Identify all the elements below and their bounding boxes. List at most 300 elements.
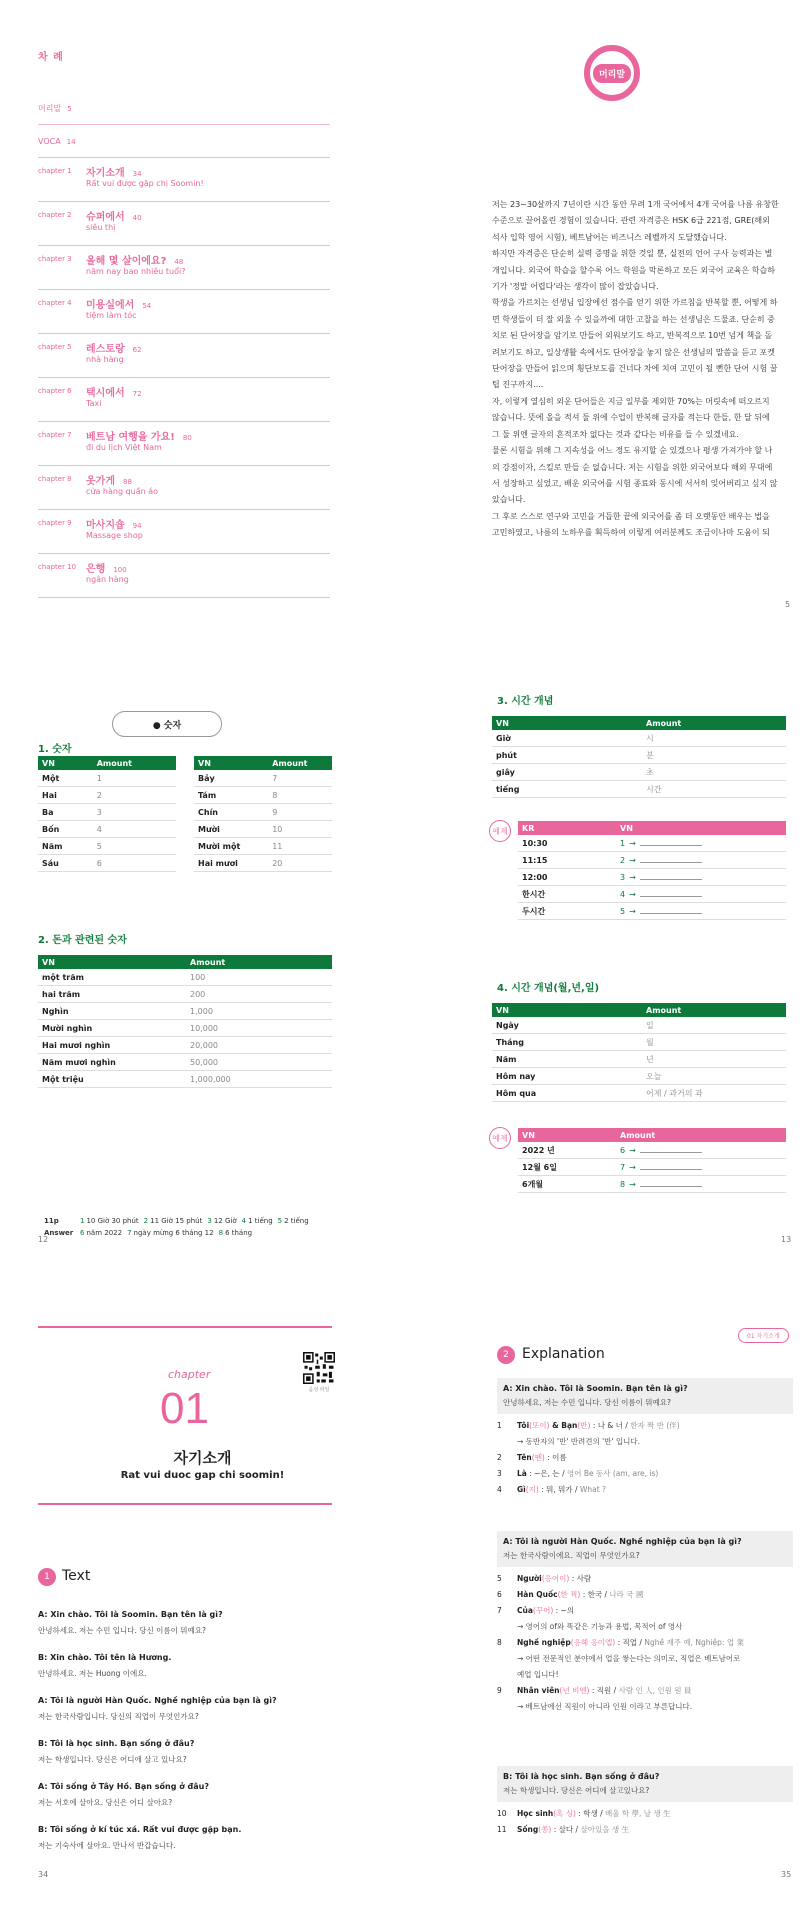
arrow-icon: → (629, 890, 636, 899)
dialog-item (38, 1782, 358, 1808)
table-row (38, 821, 176, 838)
toc-chapter-title-text: 옷가게 (86, 476, 115, 487)
answer-number: 5 (277, 1217, 283, 1225)
preface-badge (584, 45, 640, 101)
cell-answer (616, 869, 786, 886)
explanation-item (497, 1450, 797, 1466)
table-row (492, 1017, 786, 1034)
example-row (518, 886, 786, 903)
table-row (194, 821, 332, 838)
toc-chapter-page: 62 (132, 346, 142, 354)
toc-chapter-title (86, 296, 151, 311)
toc-chapter-title-text: 자기소개 (86, 168, 125, 179)
toc-chapter-number: chapter 4 (38, 299, 72, 307)
example-row (518, 903, 786, 920)
explanation-body (517, 1635, 744, 1651)
arrow-icon: → (629, 873, 636, 882)
dialog-korean: 저는 기숙사에 살아요. 만나서 반갑습니다. (38, 1841, 176, 1850)
question-kr: 저는 학생입니다. 당신은 어디에 살고있나요? (503, 1786, 650, 1795)
example-row (518, 1142, 786, 1159)
dialog-vietnamese: A: Tôi sống ở Tây Hồ. Bạn sống ở đâu? (38, 1782, 209, 1791)
answer-line (44, 1215, 314, 1227)
explanation-number: 11 (497, 1825, 507, 1834)
cell-term: 한시간 (518, 886, 616, 903)
cell-value: 초 (642, 764, 786, 781)
cell-term: 6개월 (518, 1176, 616, 1193)
toc-chapter-item[interactable] (38, 510, 330, 554)
answer-blank[interactable] (640, 906, 702, 914)
cell-term: phút (492, 747, 642, 764)
pronunciation: (반) (577, 1421, 591, 1430)
explanation-number: 2 (497, 1453, 502, 1462)
example-number: 1 (620, 839, 626, 848)
hanja-note: 한자 짝 반 (伴) (630, 1421, 680, 1430)
cell-term: Hai mươi (194, 855, 268, 872)
cell-term: 2022 년 (518, 1142, 616, 1159)
toc-chapter-number: chapter 2 (38, 211, 72, 219)
section-time-heading: 3. 시간 개념 (497, 696, 554, 707)
dialog-korean: 저는 한국사람입니다. 당신의 직업이 무엇인가요? (38, 1712, 199, 1721)
hanja-note: Nghề 재주 예, Nghiệp: 업 業 (644, 1638, 744, 1647)
table-row (492, 781, 786, 798)
explanation-body (517, 1482, 606, 1498)
arrow-icon: → (629, 907, 636, 916)
table-row (492, 1034, 786, 1051)
dialog-korean: 저는 학생입니다. 당신은 어디에 살고 있나요? (38, 1755, 187, 1764)
answer-blank[interactable] (640, 1162, 702, 1170)
vn-word: Sống (517, 1825, 539, 1834)
meaning: : 사람 (569, 1574, 592, 1583)
question-kr: 저는 한국사람이에요. 직업이 무엇인가요? (503, 1551, 640, 1560)
section-number-badge: 1 (38, 1568, 56, 1586)
explanation-number: 7 (497, 1606, 502, 1615)
arrow-icon: → (629, 856, 636, 865)
page-number: 5 (785, 600, 791, 609)
toc-chapter-page: 54 (142, 302, 152, 310)
answer-blank[interactable] (640, 889, 702, 897)
dialog-korean: 안녕하세요. 저는 Huong 이에요. (38, 1669, 147, 1678)
table-row (492, 1068, 786, 1085)
explanation-number: 9 (497, 1686, 502, 1695)
explanation-note: → 영어의 of와 똑같은 기능과 용법, 목적어 of 영사 (517, 1622, 683, 1631)
toc-item[interactable] (38, 125, 330, 158)
toc-chapter-number: chapter 9 (38, 519, 72, 527)
hanja-note: 배울 학 學, 날 생 生 (605, 1809, 671, 1818)
toc-chapter-subtitle: tiệm làm tóc (86, 311, 137, 320)
col-vn: VN (38, 756, 93, 770)
numbers-table-left (38, 756, 176, 872)
table-row (194, 787, 332, 804)
toc-chapter-title-text: 올해 몇 살이에요? (86, 256, 167, 267)
answer-text: ngày mừng 6 tháng 12 (133, 1229, 214, 1237)
question-box (497, 1378, 793, 1414)
answer-number: 7 (127, 1229, 132, 1237)
toc-chapter-subtitle: ngân hàng (86, 575, 129, 584)
explanation-note: → 어떤 전문적인 분야에서 업을 쌓는다는 의미로, 직업은 베트남어로 (517, 1654, 741, 1663)
question-kr: 안녕하세요, 저는 수민 입니다. 당신 이름이 뭐예요? (503, 1398, 671, 1407)
col-amount: Amount (186, 955, 332, 969)
toc-list (38, 92, 330, 598)
example-row (518, 1159, 786, 1176)
toc-chapter-title-text: 슈퍼에서 (86, 212, 125, 223)
toc-chapter-item[interactable] (38, 422, 330, 466)
answer-text: 11 Giờ 15 phút (150, 1217, 203, 1225)
explanation-item (497, 1571, 797, 1587)
hanja-note: 나라 국 國 (609, 1590, 644, 1599)
preface-paragraph: 물론 시험을 위해 그 지속성을 어느 정도 유지할 순 있겠으나 평생 가져가야 할 나의 강점이자, 스킬로 만들 순 없습니다. 저는 시험을 위한 외국어보다 해외 무대에서 성장하고 싶었고, 배운 외국어를 시험 종료와 동시에 서서히 잊어버리고 싶지 않았습니다. (492, 446, 778, 505)
cell-value: 시 (642, 730, 786, 747)
example-row (518, 835, 786, 852)
section-money-heading: 2. 돈과 관련된 숫자 (38, 935, 127, 946)
cell-term: Tám (194, 787, 268, 804)
cell-term: Hai (38, 787, 93, 804)
toc-chapter-number: chapter 8 (38, 475, 72, 483)
cell-value: 월 (642, 1034, 786, 1051)
dialog-item (38, 1696, 358, 1722)
toc-chapter-item[interactable] (38, 158, 330, 202)
toc-chapter-subtitle: Massage shop (86, 531, 143, 540)
table-row (38, 787, 176, 804)
cell-term: Bốn (38, 821, 93, 838)
cell-value: 50,000 (186, 1054, 332, 1071)
vn-word: Gì (517, 1485, 526, 1494)
answer-text: 12 Giờ (213, 1217, 237, 1225)
preface-paragraph: 자, 이렇게 열심히 외운 단어들은 지금 일부를 제외한 70%는 머릿속에 떠오르지 않습니다. 뜻에 올을 적셔 둘 위에 수업이 반복해 글자를 적는다 한들, 한 달 뒤에 그 둘 위엔 글자의 흔적조차 없다는 것과 같다는 비유를 들 수 있겠네요. (492, 396, 770, 439)
meaning: : 살다 / (551, 1825, 581, 1834)
col-vn: VN (194, 756, 268, 770)
toc-chapter-subtitle: siêu thị (86, 223, 116, 232)
question-box (497, 1531, 793, 1567)
meaning: : ~의 (553, 1606, 575, 1615)
cell-term: Năm (492, 1051, 642, 1068)
explanation-body (517, 1806, 671, 1822)
toc-chapter-item[interactable] (38, 334, 330, 378)
cell-term: 12:00 (518, 869, 616, 886)
section-title: Explanation (522, 1346, 605, 1362)
dialog-item (38, 1825, 358, 1851)
vn-word: Là (517, 1469, 527, 1478)
table-row (492, 1085, 786, 1102)
explanation-note: 예업 입니다! (517, 1670, 559, 1679)
hanja-note: 살아있을 생 生 (580, 1825, 629, 1834)
cell-term: Năm mươi nghìn (38, 1054, 186, 1071)
table-row (38, 1037, 332, 1054)
pronunciation: (또이) (529, 1421, 550, 1430)
explanation-item (497, 1635, 797, 1651)
cell-value: 1 (93, 770, 176, 787)
toc-chapter-page: 80 (182, 434, 192, 442)
chapter-tag: 01 자기소개 (738, 1328, 789, 1343)
dialog-vietnamese: B: Tôi sống ở kí túc xá. Rất vui được gặp bạn. (38, 1825, 242, 1834)
cell-value: 오늘 (642, 1068, 786, 1085)
example-badge: 예제 (489, 1127, 511, 1149)
cell-term: Một (38, 770, 93, 787)
toc-item[interactable] (38, 92, 330, 125)
toc-chapter-subtitle: cửa hàng quần áo (86, 487, 159, 496)
meaning: : 한국 / (580, 1590, 610, 1599)
meaning: : 직원 / (589, 1686, 619, 1695)
explanation-item (497, 1806, 797, 1822)
col-amount: Amount (642, 716, 786, 730)
cell-term: Ngày (492, 1017, 642, 1034)
col-vn: VN (492, 1003, 642, 1017)
toc-chapter-number: chapter 10 (38, 563, 77, 571)
toc-chapter-title-text: 베트남 여행을 가요! (86, 432, 175, 443)
toc-chapter-page: 88 (122, 478, 132, 486)
answer-text: 2 tiếng (284, 1217, 309, 1225)
col-amount: Amount (268, 756, 332, 770)
col-vn: VN (492, 716, 642, 730)
explanation-note: → 동반자의 '반' 반려견의 '반' 입니다. (517, 1437, 641, 1446)
qr-code-icon[interactable] (303, 1352, 335, 1384)
toc-item-page: 5 (67, 105, 72, 113)
dialog-korean: 저는 서호에 살아요. 당신은 어디 살아요? (38, 1798, 173, 1807)
dialog-vietnamese: B: Tôi là học sinh. Bạn sống ở đâu? (38, 1739, 195, 1748)
cell-answer (616, 1159, 786, 1176)
example-number: 2 (620, 856, 626, 865)
dialog-vietnamese: A: Xin chào. Tôi là Soomin. Bạn tên là gì? (38, 1610, 223, 1619)
cell-term: Giờ (492, 730, 642, 747)
toc-chapter-page: 40 (132, 214, 142, 222)
time-table (492, 716, 786, 798)
divider (38, 1503, 332, 1505)
cell-value: 10 (268, 821, 332, 838)
meaning: : 직업 / (615, 1638, 645, 1647)
arrow-icon: → (629, 1163, 636, 1172)
answer-blank[interactable] (640, 838, 702, 846)
answer-number: 2 (143, 1217, 149, 1225)
col-kr: KR (518, 821, 616, 835)
table-row (38, 986, 332, 1003)
toc-chapter-title (86, 472, 132, 487)
toc-chapter-item[interactable] (38, 246, 330, 290)
table-row (194, 838, 332, 855)
cell-value: 100 (186, 969, 332, 986)
question-vn: B: Tôi là học sinh. Bạn sống ở đâu? (503, 1772, 660, 1781)
cell-answer (616, 835, 786, 852)
cell-term: Hai mươi nghìn (38, 1037, 186, 1054)
section-numbers-heading: 1. 숫자 (38, 744, 72, 755)
money-table (38, 955, 332, 1088)
cell-term: Hôm qua (492, 1085, 642, 1102)
example-number: 7 (620, 1163, 626, 1172)
table-row (38, 770, 176, 787)
toc-chapter-title-text: 은행 (86, 564, 106, 575)
toc-chapter-title (86, 560, 127, 575)
cell-value: 1,000,000 (186, 1071, 332, 1088)
explanation-item (497, 1466, 797, 1482)
cell-value: 분 (642, 747, 786, 764)
table-row (38, 855, 176, 872)
cell-value: 1,000 (186, 1003, 332, 1020)
divider (38, 1326, 332, 1328)
toc-item-label: 머리말 (38, 104, 62, 113)
explanation-number: 4 (497, 1485, 502, 1494)
cell-term: Tháng (492, 1034, 642, 1051)
table-row (194, 855, 332, 872)
vn-word: Nhân viên (517, 1686, 560, 1695)
explanation-list (497, 1571, 797, 1715)
toc-chapter-item[interactable] (38, 554, 330, 598)
example-row (518, 1176, 786, 1193)
question-box (497, 1766, 793, 1802)
explanation-item (497, 1603, 797, 1619)
pronunciation: (쏭) (538, 1825, 552, 1834)
hanja-note: 사람 인 人, 인원 원 員 (618, 1686, 692, 1695)
explanation-body (517, 1587, 643, 1603)
cell-value: 일 (642, 1017, 786, 1034)
cell-answer (616, 903, 786, 920)
example-table-2 (518, 1128, 786, 1193)
cell-term: Nghìn (38, 1003, 186, 1020)
table-row (38, 804, 176, 821)
cell-value: 11 (268, 838, 332, 855)
meaning: : 이름 (544, 1453, 567, 1462)
answer-blank[interactable] (640, 1179, 702, 1187)
cell-value: 5 (93, 838, 176, 855)
table-row (38, 838, 176, 855)
toc-chapter-subtitle: Rất vui được gặp chị Soomin! (86, 179, 204, 188)
answer-blank[interactable] (640, 1145, 702, 1153)
explanation-note: → 베트남에선 직원이 아니라 인원 이라고 부른답니다. (517, 1702, 693, 1711)
answer-number: 1 (80, 1217, 85, 1225)
explanation-number: 8 (497, 1638, 502, 1647)
pronunciation: (한 꿕) (557, 1590, 581, 1599)
vn-word: Hàn Quốc (517, 1590, 558, 1599)
toc-chapter-title (86, 340, 142, 355)
toc-chapter-item[interactable] (38, 202, 330, 246)
toc-chapter-page: 72 (132, 390, 142, 398)
cell-term: Bảy (194, 770, 268, 787)
example-number: 8 (620, 1180, 626, 1189)
toc-chapter-number: chapter 3 (38, 255, 72, 263)
cell-value: 년 (642, 1051, 786, 1068)
section-number-badge: 2 (497, 1346, 515, 1364)
preface-paragraph: 하지만 자격증은 단순히 실력 증명을 위한 것일 뿐, 실전의 언어 구사 능력과는 별개입니다. 외국어 학습을 할수록 어느 학원을 막론하고 모든 외국어 교육은 학습하기가 '정말 어렵다'라는 생각이 많이 잡았습니다. (492, 249, 775, 292)
toc-chapter-page: 94 (132, 522, 142, 530)
vn-word: Người (517, 1574, 542, 1583)
cell-value: 200 (186, 986, 332, 1003)
cell-term: Mười một (194, 838, 268, 855)
page-number: 35 (781, 1870, 792, 1879)
example-number: 6 (620, 1146, 626, 1155)
cell-value: 시간 (642, 781, 786, 798)
pronunciation: (혹 싱) (553, 1809, 576, 1818)
dialog-vietnamese: A: Tôi là người Hàn Quốc. Nghề nghiệp của bạn là gì? (38, 1696, 277, 1705)
toc-chapter-page: 48 (174, 258, 184, 266)
dialog-item (38, 1653, 358, 1679)
question-vn: A: Xin chào. Tôi là Soomin. Bạn tên là gì? (503, 1384, 688, 1393)
cell-term: 10:30 (518, 835, 616, 852)
table-row (492, 730, 786, 747)
example-badge: 예제 (489, 820, 511, 842)
pronunciation: (지) (525, 1485, 539, 1494)
table-row (38, 1003, 332, 1020)
dialog-vietnamese: B: Xin chào. Tôi tên là Hương. (38, 1653, 172, 1662)
explanation-number: 10 (497, 1809, 507, 1818)
question-vn: A: Tôi là người Hàn Quốc. Nghề nghiệp của bạn là gì? (503, 1537, 742, 1546)
cell-answer (616, 1176, 786, 1193)
vn-word: Nghề nghiệp (517, 1638, 571, 1647)
table-row (492, 747, 786, 764)
cell-term: tiếng (492, 781, 642, 798)
answer-blank[interactable] (640, 872, 702, 880)
toc-item-page: 14 (66, 138, 76, 146)
vn-word: Học sinh (517, 1809, 554, 1818)
toc-chapter-item[interactable] (38, 466, 330, 510)
col-amount: Amount (93, 756, 176, 770)
toc-chapter-number: chapter 5 (38, 343, 72, 351)
section-date-heading: 4. 시간 개념(월,년,일) (497, 983, 600, 994)
answer-blank[interactable] (640, 855, 702, 863)
cell-term: Mười nghìn (38, 1020, 186, 1037)
col-amount: Amount (616, 1128, 786, 1142)
meaning: : 학생 / (575, 1809, 606, 1818)
example-number: 5 (620, 907, 626, 916)
cell-value: 3 (93, 804, 176, 821)
explanation-item (497, 1822, 797, 1838)
answer-text: 10 Giờ 30 phút (86, 1217, 139, 1225)
explanation-body (517, 1603, 574, 1619)
toc-chapter-subtitle: nhà hàng (86, 355, 124, 364)
toc-chapter-item[interactable] (38, 290, 330, 334)
preface-text (492, 197, 779, 542)
toc-chapter-item[interactable] (38, 378, 330, 422)
cell-term: 두시간 (518, 903, 616, 920)
preface-paragraph: 그 후로 스스로 연구와 고민을 거듭한 끝에 외국어를 좀 더 오랫동안 배우는 법을 고민하였고, 나름의 노하우를 획득하여 이렇게 여러분께도 조금이나마 도움이 되 (492, 511, 770, 538)
table-row (194, 804, 332, 821)
qr-caption: 음성 파일 (308, 1387, 330, 1393)
vn-word: Tôi (517, 1421, 530, 1430)
dialog-item (38, 1610, 358, 1636)
cell-term: Mười (194, 821, 268, 838)
arrow-icon: → (629, 1180, 636, 1189)
answer-line (44, 1227, 314, 1239)
table-row (38, 969, 332, 986)
answer-number: 3 (207, 1217, 212, 1225)
dialog-block (38, 1610, 358, 1868)
explanation-body (517, 1450, 567, 1466)
explanation-number: 5 (497, 1574, 502, 1583)
cell-answer (616, 886, 786, 903)
cell-term: một trăm (38, 969, 186, 986)
toc-chapter-number: chapter 7 (38, 431, 72, 439)
col-amount: Amount (642, 1003, 786, 1017)
table-row (194, 770, 332, 787)
col-vn: VN (518, 1128, 616, 1142)
answer-number: 8 (218, 1229, 224, 1237)
preface-badge-label: 머리말 (593, 64, 631, 83)
table-row (38, 1071, 332, 1088)
cell-value: 10,000 (186, 1020, 332, 1037)
hanja-note: What ? (579, 1485, 607, 1494)
vn-word: Của (517, 1606, 533, 1615)
meaning: : 뭐, 뭐가 / (538, 1485, 580, 1494)
toc-chapter-title (86, 384, 142, 399)
example-table-1 (518, 821, 786, 920)
table-row (38, 1054, 332, 1071)
explanation-body (517, 1418, 680, 1434)
explanation-body (517, 1683, 691, 1699)
explanation-item (497, 1482, 797, 1498)
numbers-table-right (194, 756, 332, 872)
dialog-item (38, 1739, 358, 1765)
explanation-list (497, 1806, 797, 1838)
table-row (38, 1020, 332, 1037)
toc-chapter-title (86, 164, 142, 179)
toc-chapter-subtitle: Taxi (86, 399, 102, 408)
answer-text: 1 tiếng (248, 1217, 273, 1225)
